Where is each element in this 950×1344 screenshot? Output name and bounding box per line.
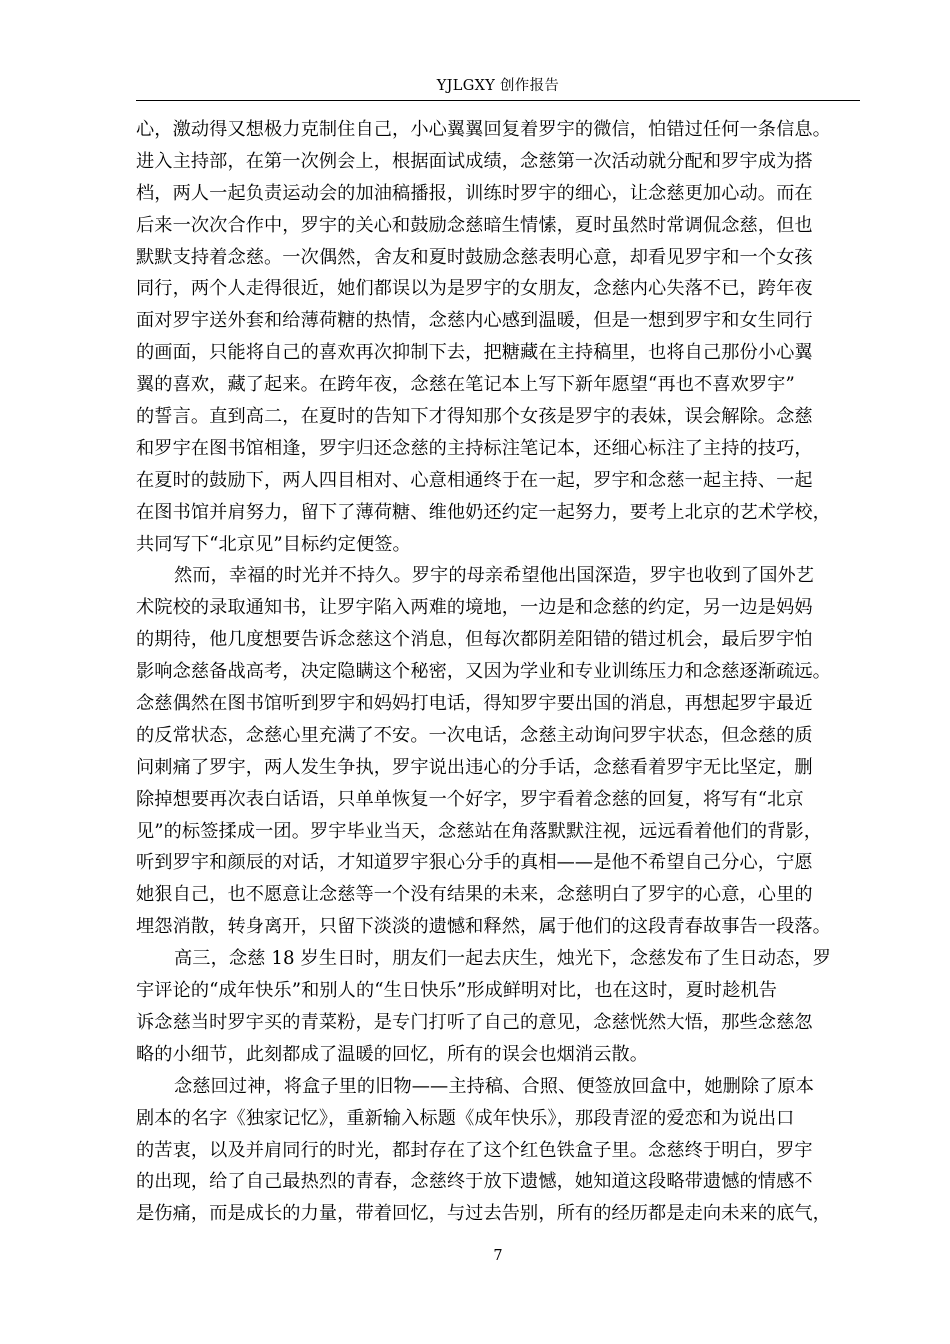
text-line: 的出现，给了自己最热烈的青春，念慈终于放下遗憾，她知道这段略带遗憾的情感不 [136,1171,813,1193]
text-line: 除掉想要再次表白话语，只单单恢复一个好字，罗宇看着念慈的回复，将写有“北京 [136,788,804,810]
page-number: 7 [493,1248,503,1264]
paragraph-start-line: 高三，念慈 18 岁生日时，朋友们一起去庆生，烛光下，念慈发布了生日动态，罗 [174,948,831,970]
header-divider [136,100,860,101]
text-line: 在夏时的鼓励下，两人四目相对、心意相通终于在一起，罗宇和念慈一起主持、一起 [136,469,813,491]
text-line: 她狠自己，也不愿意让念慈等一个没有结果的未来，念慈明白了罗宇的心意，心里的 [136,884,813,906]
paragraph-start-line: 然而，幸福的时光并不持久。罗宇的母亲希望他出国深造，罗宇也收到了国外艺 [174,565,815,587]
text-line: 翼的喜欢，藏了起来。在跨年夜，念慈在笔记本上写下新年愿望“再也不喜欢罗宇” [136,374,795,396]
text-line: 剧本的名字《独家记忆》，重新输入标题《成年快乐》，那段青涩的爱恋和为说出口 [136,1107,795,1129]
text-line: 心，激动得又想极力克制住自己，小心翼翼回复着罗宇的微信，怕错过任何一条信息。 [136,119,831,140]
text-line: 术院校的录取通知书，让罗宇陷入两难的境地，一边是和念慈的约定，另一边是妈妈 [136,597,813,619]
text-line: 后来一次次合作中，罗宇的关心和鼓励念慈暗生情愫，夏时虽然时常调侃念慈，但也 [136,214,813,236]
text-line: 念慈偶然在图书馆听到罗宇和妈妈打电话，得知罗宇要出国的消息，再想起罗宇最近 [136,693,813,715]
paragraph-start-line: 念慈回过神，将盒子里的旧物——主持稿、合照、便签放回盒中，她删除了原本 [174,1075,815,1097]
page-header: YJLGXY 创作报告 [436,78,560,94]
text-line: 听到罗宇和颜辰的对话，才知道罗宇狠心分手的真相——是他不希望自己分心，宁愿 [136,852,813,874]
text-line: 埋怨消散，转身离开，只留下淡淡的遗憾和释然，属于他们的这段青春故事告一段落。 [136,916,831,938]
text-line: 的苦衷，以及并肩同行的时光，都封存在了这个红色铁盒子里。念慈终于明白，罗宇 [136,1139,813,1161]
text-line: 的反常状态，念慈心里充满了不安。一次电话，念慈主动询问罗宇状态，但念慈的质 [136,724,813,746]
text-line: 诉念慈当时罗宇买的青菜粉，是专门打听了自己的意见，念慈恍然大悟，那些念慈忽 [136,1011,813,1033]
text-line: 在图书馆并肩努力，留下了薄荷糖、维他奶还约定一起努力，要考上北京的艺术学校， [136,501,831,523]
text-line: 的期待，他几度想要告诉念慈这个消息，但每次都阴差阳错的错过机会，最后罗宇怕 [136,629,813,651]
text-line: 同行，两个人走得很近，她们都误以为是罗宇的女朋友，念慈内心失落不已，跨年夜 [136,278,813,300]
text-line: 影响念慈备战高考，决定隐瞒这个秘密，又因为学业和专业训练压力和念慈逐渐疏远。 [136,661,831,683]
text-line: 的誓言。直到高二，在夏时的告知下才得知那个女孩是罗宇的表妹，误会解除。念慈 [136,406,813,428]
text-line: 默默支持着念慈。一次偶然，舍友和夏时鼓励念慈表明心意，却看见罗宇和一个女孩 [136,246,813,268]
text-line: 和罗宇在图书馆相逢，罗宇归还念慈的主持标注笔记本，还细心标注了主持的技巧， [136,437,813,459]
body-text [136,114,860,1230]
text-line: 见”的标签揉成一团。罗宇毕业当天，念慈站在角落默默注视，远远看着他们的背影， [136,820,823,842]
text-line: 问刺痛了罗宇，两人发生争执，罗宇说出违心的分手话，念慈看着罗宇无比坚定，删 [136,756,813,778]
text-line: 进入主持部，在第一次例会上，根据面试成绩，念慈第一次活动就分配和罗宇成为搭 [136,150,813,172]
text-line: 共同写下“北京见”目标约定便签。 [136,533,411,555]
text-line: 略的小细节，此刻都成了温暖的回忆，所有的误会也烟消云散。 [136,1043,649,1065]
text-line: 宇评论的“成年快乐”和别人的“生日快乐”形成鲜明对比，也在这时，夏时趁机告 [136,980,778,1002]
text-line: 的画面，只能将自己的喜欢再次抑制下去，把糖藏在主持稿里，也将自己那份小心翼 [136,342,813,364]
text-line: 是伤痛，而是成长的力量，带着回忆，与过去告别，所有的经历都是走向未来的底气， [136,1203,831,1225]
text-line: 面对罗宇送外套和给薄荷糖的热情，念慈内心感到温暖，但是一想到罗宇和女生同行 [136,310,813,332]
text-line: 档，两人一起负责运动会的加油稿播报，训练时罗宇的细心，让念慈更加心动。而在 [136,182,813,204]
